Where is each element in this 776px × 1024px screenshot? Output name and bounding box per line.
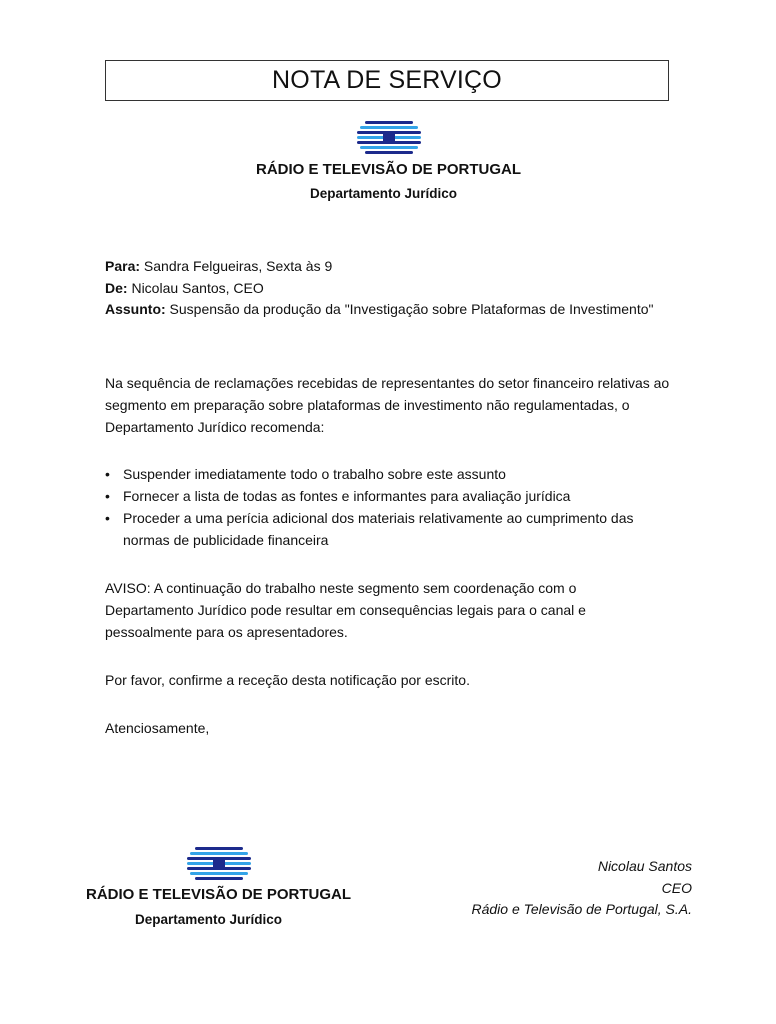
to-value: Sandra Felgueiras, Sexta às 9 xyxy=(140,258,333,274)
memo-header-fields xyxy=(105,256,653,321)
footer-department: Departamento Jurídico xyxy=(135,912,283,927)
rtp-logo-icon xyxy=(187,847,251,881)
warning-paragraph: AVISO: A continuação do trabalho neste segmento sem coordenação com o Departamento Jurídico pode resultar em consequências legais para o canal e pessoalmente para os apresentadores. xyxy=(105,580,586,640)
bullet-icon: • xyxy=(105,510,110,526)
signature-name: Nicolau Santos xyxy=(597,858,692,874)
footer-org-name: RÁDIO E TELEVISÃO DE PORTUGAL xyxy=(86,886,352,903)
list-item xyxy=(105,485,665,507)
signature-company: Rádio e Televisão de Portugal, S.A. xyxy=(471,901,692,917)
list-item-text: Suspender imediatamente todo o trabalho sobre este assunto xyxy=(123,466,506,482)
closing-text: Atenciosamente, xyxy=(105,720,210,736)
request-paragraph: Por favor, confirme a receção desta notificação por escrito. xyxy=(105,672,470,688)
rtp-logo-icon xyxy=(357,121,421,155)
list-item-text: Fornecer a lista de todas as fontes e informantes para avaliação jurídica xyxy=(123,488,571,504)
from-label: De: xyxy=(105,279,128,296)
memo-title: NOTA DE SERVIÇO xyxy=(105,60,669,101)
subject-line xyxy=(105,299,653,321)
header-department: Departamento Jurídico xyxy=(310,186,458,201)
header-org-name: RÁDIO E TELEVISÃO DE PORTUGAL xyxy=(256,161,522,178)
from-value: Nicolau Santos, CEO xyxy=(127,279,264,296)
subject-value: Suspensão da produção da "Investigação sobre Plataformas de Investimento" xyxy=(165,301,654,317)
recommendations-list xyxy=(105,463,665,551)
from-line xyxy=(105,278,653,300)
bullet-icon: • xyxy=(105,466,110,482)
signature-role: CEO xyxy=(661,879,692,896)
list-item xyxy=(105,507,665,551)
list-item xyxy=(105,463,665,485)
signature-block xyxy=(471,856,692,921)
to-line xyxy=(105,256,653,278)
to-label: Para: xyxy=(105,258,141,274)
intro-paragraph: Na sequência de reclamações recebidas de representantes do setor financeiro relativas ao segmento em preparação sobre plataformas de investimento não regulamentadas, o Departamento Jurídico recomenda: xyxy=(105,375,670,435)
subject-label: Assunto: xyxy=(105,301,166,317)
list-item-text: Proceder a uma perícia adicional dos materiais relativamente ao cumprimento das normas de publicidade financeira xyxy=(123,510,634,548)
bullet-icon: • xyxy=(105,488,110,504)
